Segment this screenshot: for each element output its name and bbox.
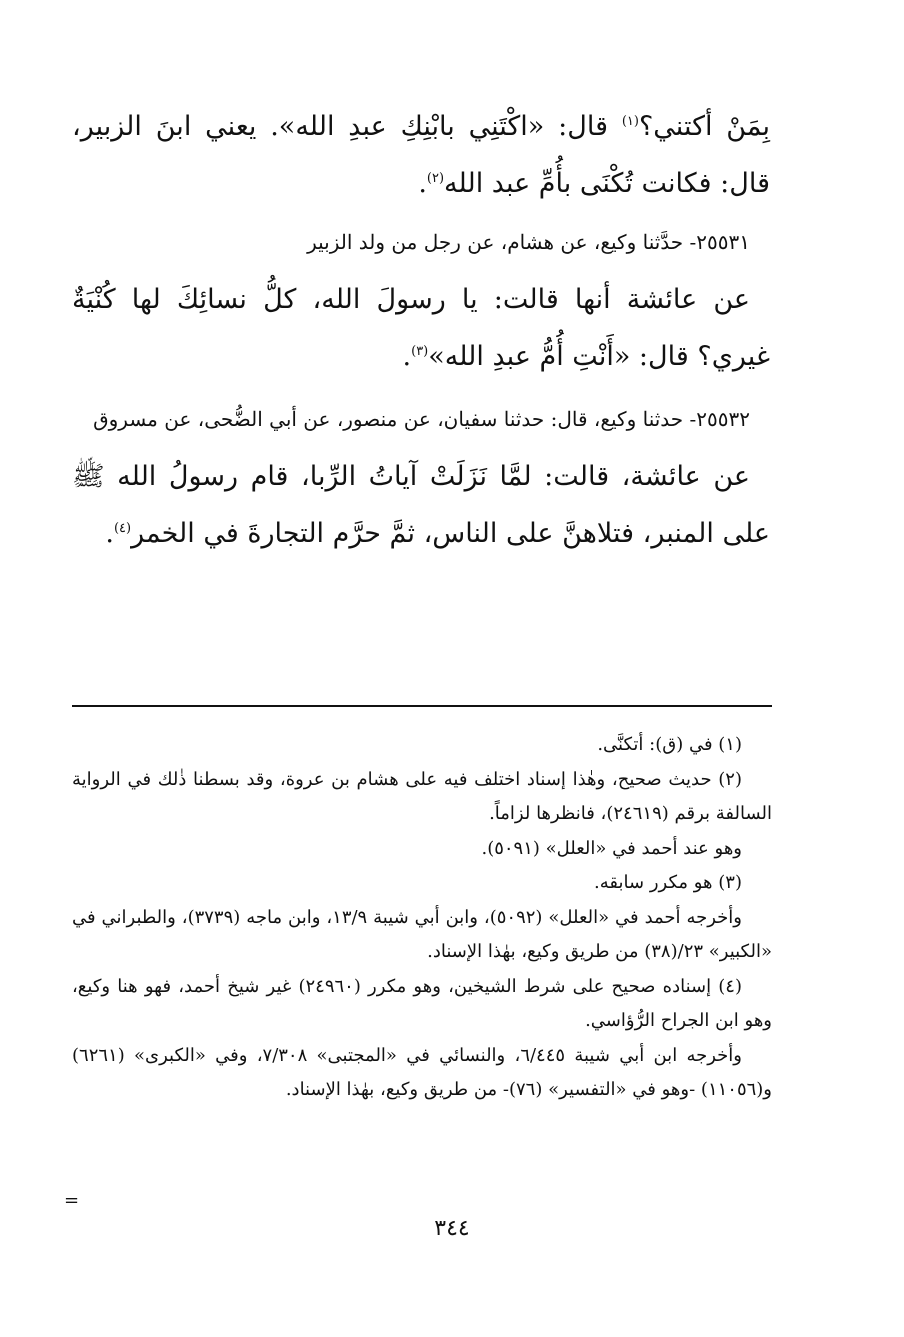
footnote-4-continued: وأخرجه ابن أبي شيبة ٦/٤٤٥، والنسائي في «المجتبى» ٧/٣٠٨، وفي «الكبرى» (٦٢٦١) و(١١٠٥٦) -وهو في «التفسير» (٧٦)- من طريق وكيع، بهٰذا الإسناد. bbox=[72, 1044, 772, 1100]
main-text bbox=[72, 98, 770, 562]
continuation-mark: = bbox=[64, 1190, 80, 1211]
paragraph-hadith-25530-end: بِمَنْ أكتني؟$^{(١)}$ قال: «اكْتَنِي بابْنِكِ عبدِ الله». يعني ابنَ الزبير، قال: فكانت تُكْنَى بأُمِّ عبد الله$^{(٢)}$. bbox=[72, 111, 770, 199]
footnote-1: (١) في (ق): أتكنَّى. bbox=[597, 734, 742, 755]
footnote-ref-4[interactable]: (٤) bbox=[113, 521, 132, 536]
footnote-2-continued: وهو عند أحمد في «العلل» (٥٠٩١). bbox=[481, 837, 742, 859]
footnote-2: (٢) حديث صحيح، وهٰذا إسناد اختلف فيه على هشام بن عروة، وقد بسطنا ذٰلك في الرواية السالفة برقم (٢٤٦١٩)، فانظرها لزاماً. bbox=[72, 768, 772, 824]
footnote-3-continued: وأخرجه أحمد في «العلل» (٥٠٩٢)، وابن أبي شيبة ١٣/٩، وابن ماجه (٣٧٣٩)، والطبراني في «الكبير» ٢٣/(٣٨) من طريق وكيع، بهٰذا الإسناد. bbox=[72, 906, 772, 962]
footnote-ref-1[interactable]: (١) bbox=[621, 114, 639, 129]
footnote-divider bbox=[72, 705, 772, 707]
page-number: ٣٤٤ bbox=[434, 1216, 470, 1241]
hadith-25532-matn: عن عائشة، قالت: لمَّا نَزَلَتْ آياتُ الرِّبا، قام رسولُ الله ﷺ على المنبر، فتلاهنَّ على الناس، ثمَّ حرَّم التجارةَ في الخمر$^{(٤)}$. bbox=[72, 461, 770, 549]
hadith-25531-matn: عن عائشة أنها قالت: يا رسولَ الله، كلُّ نسائِكَ لها كُنْيَةٌ غيري؟ قال: «أَنْتِ أُمُّ عبدِ الله»$^{(٣)}$. bbox=[72, 284, 770, 372]
hadith-25532-isnad: ٢٥٥٣٢- حدثنا وكيع، قال: حدثنا سفيان، عن منصور، عن أبي الضُّحى، عن مسروق bbox=[93, 407, 750, 431]
footnote-4: (٤) إسناده صحيح على شرط الشيخين، وهو مكرر (٢٤٩٦٠) غير شيخ أحمد، فهو هنا وكيع، وهو ابن الجراح الرُّؤاسي. bbox=[72, 975, 772, 1031]
hadith-25531-isnad: ٢٥٥٣١- حدَّثنا وكيع، عن هشام، عن رجل من ولد الزبير bbox=[307, 230, 750, 254]
footnotes-section bbox=[72, 728, 772, 1108]
footnote-ref-3[interactable]: (٣) bbox=[411, 344, 429, 359]
footnote-ref-2[interactable]: (٢) bbox=[426, 171, 445, 186]
footnote-3: (٣) هو مكرر سابقه. bbox=[594, 872, 742, 893]
